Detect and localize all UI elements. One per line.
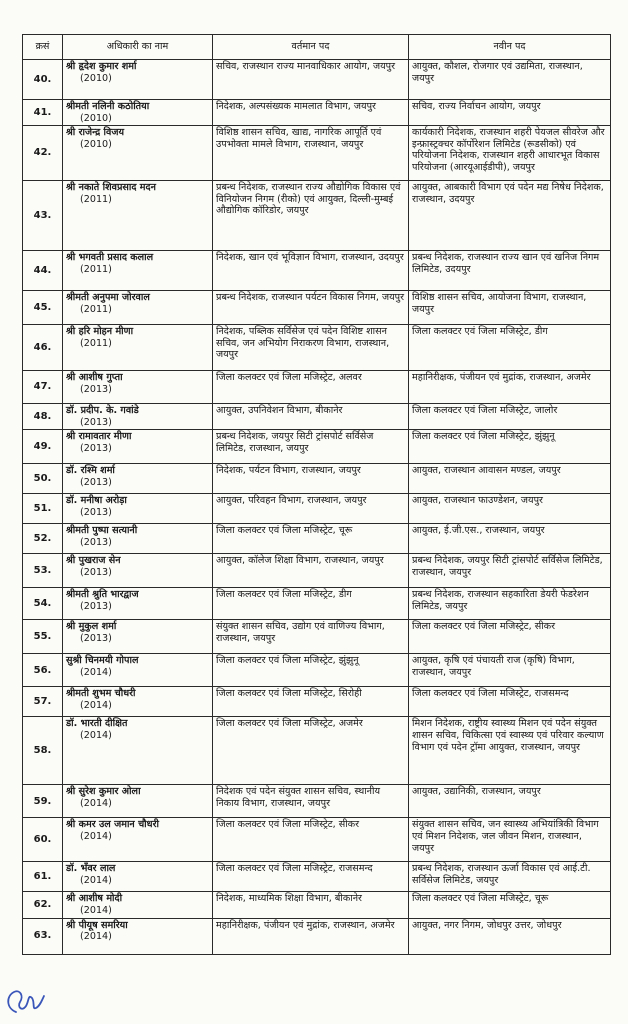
new-post: विशिष्ठ शासन सचिव, आयोजना विभाग, राजस्थान, जयपुर (409, 291, 611, 325)
officer-cell (63, 620, 213, 654)
officer-cell (63, 588, 213, 620)
table-row (23, 892, 611, 918)
officer-cell (63, 291, 213, 325)
current-post: महानिरीक्षक, पंजीयन एवं मुद्रांक, राजस्थान, अजमेर (213, 918, 409, 954)
officer-cell (63, 464, 213, 494)
new-post: आयुक्त, उद्यानिकी, राजस्थान, जयपुर (409, 785, 611, 818)
officer-batch-year: (2013) (80, 536, 112, 548)
officer-batch-year: (2014) (80, 904, 112, 916)
officer-cell (63, 785, 213, 818)
current-post: जिला कलक्टर एवं जिला मजिस्ट्रेट, सिरोही (213, 687, 409, 717)
table-row (23, 588, 611, 620)
new-post: जिला कलक्टर एवं जिला मजिस्ट्रेट, डीग (409, 325, 611, 371)
officer-batch-year: (2014) (80, 699, 112, 711)
new-post: जिला कलक्टर एवं जिला मजिस्ट्रेट, सीकर (409, 620, 611, 654)
table-row (23, 251, 611, 291)
new-post: आयुक्त, ई.जी.एस., राजस्थान, जयपुर (409, 524, 611, 554)
new-post: प्रबन्ध निदेशक, जयपुर सिटी ट्रांसपोर्ट सर्विसेज लिमिटेड, राजस्थान, जयपुर (409, 554, 611, 588)
row-serial: 54. (23, 588, 63, 620)
current-post: निदेशक एवं पदेन संयुक्त शासन सचिव, स्थानीय निकाय विभाग, राजस्थान, जयपुर (213, 785, 409, 818)
current-post: संयुक्त शासन सचिव, उद्योग एवं वाणिज्य विभाग, राजस्थान, जयपुर (213, 620, 409, 654)
officer-batch-year: (2011) (80, 303, 112, 315)
new-post: आयुक्त, नगर निगम, जोधपुर उत्तर, जोधपुर (409, 918, 611, 954)
table-row (23, 404, 611, 430)
row-serial: 62. (23, 892, 63, 918)
table-row (23, 371, 611, 404)
officer-batch-year: (2013) (80, 476, 112, 488)
officer-batch-year: (2013) (80, 442, 112, 454)
officer-name: श्री पीयूष समरिया (66, 919, 128, 931)
table-row (23, 181, 611, 251)
current-post: निदेशक, पब्लिक सर्विसेज एवं पदेन विशिष्ट शासन सचिव, जन अभियोग निराकरण विभाग, राजस्थान, जयपुर (213, 325, 409, 371)
officer-batch-year: (2013) (80, 566, 112, 578)
officer-name: श्री हरि मोहन मीणा (66, 326, 134, 338)
new-post: आयुक्त, राजस्थान आवासन मण्डल, जयपुर (409, 464, 611, 494)
officer-cell (63, 892, 213, 918)
current-post: सचिव, राजस्थान राज्य मानवाधिकार आयोग, जयपुर (213, 60, 409, 100)
row-serial: 50. (23, 464, 63, 494)
officer-cell (63, 494, 213, 524)
officer-batch-year: (2010) (80, 72, 112, 84)
current-post: जिला कलक्टर एवं जिला मजिस्ट्रेट, अजमेर (213, 717, 409, 785)
table-row (23, 464, 611, 494)
new-post: आयुक्त, कृषि एवं पंचायती राज (कृषि) विभाग, राजस्थान, जयपुर (409, 654, 611, 687)
current-post: आयुक्त, परिवहन विभाग, राजस्थान, जयपुर (213, 494, 409, 524)
officer-batch-year: (2014) (80, 729, 112, 741)
new-post: प्रबन्ध निदेशक, राजस्थान ऊर्जा विकास एवं आई.टी. सर्विसेज लिमिटेड, जयपुर (409, 862, 611, 892)
row-serial: 49. (23, 430, 63, 464)
new-post: जिला कलक्टर एवं जिला मजिस्ट्रेट, राजसमन्द (409, 687, 611, 717)
officer-name: श्री आशीष मोदी (66, 893, 123, 905)
officer-name: डॉ. भँवर लाल (66, 863, 116, 875)
table-row (23, 60, 611, 100)
table-row (23, 524, 611, 554)
officer-name: श्रीमती नलिनी कठोतिया (66, 101, 150, 112)
row-serial: 60. (23, 818, 63, 862)
officer-batch-year: (2013) (80, 632, 112, 644)
officer-cell (63, 325, 213, 371)
row-serial: 46. (23, 325, 63, 371)
officer-cell (63, 687, 213, 717)
officer-name: श्री राजेन्द्र विजय (66, 127, 125, 139)
current-post: जिला कलक्टर एवं जिला मजिस्ट्रेट, राजसमन्द (213, 862, 409, 892)
new-post: जिला कलक्टर एवं जिला मजिस्ट्रेट, जालोर (409, 404, 611, 430)
table-row (23, 687, 611, 717)
header-officer-name: अधिकारी का नाम (63, 35, 213, 60)
officer-cell (63, 654, 213, 687)
row-serial: 61. (23, 862, 63, 892)
row-serial: 51. (23, 494, 63, 524)
officer-cell (63, 430, 213, 464)
new-post: प्रबन्ध निदेशक, राजस्थान राज्य खान एवं खनिज निगम लिमिटेड, उदयपुर (409, 251, 611, 291)
officer-name: श्री हृदेश कुमार शर्मा (66, 61, 137, 72)
current-post: प्रबन्ध निदेशक, जयपुर सिटी ट्रांसपोर्ट सर्विसेज लिमिटेड, राजस्थान, जयपुर (213, 430, 409, 464)
officer-cell (63, 524, 213, 554)
transfer-list-document (22, 34, 610, 955)
officer-name: डॉ. मनीषा अरोड़ा (66, 495, 127, 507)
table-row (23, 325, 611, 371)
officer-name: श्री नकाते शिवप्रसाद मदन (66, 182, 156, 194)
officer-cell (63, 60, 213, 100)
officer-batch-year: (2013) (80, 600, 112, 612)
header-serial: क्रसं (23, 35, 63, 60)
officer-batch-year: (2010) (80, 112, 112, 124)
current-post: निदेशक, पर्यटन विभाग, राजस्थान, जयपुर (213, 464, 409, 494)
table-row (23, 100, 611, 126)
officer-name: श्रीमती पुष्पा सत्यानी (66, 525, 138, 537)
row-serial: 55. (23, 620, 63, 654)
officer-batch-year: (2013) (80, 506, 112, 518)
officer-cell (63, 862, 213, 892)
row-serial: 56. (23, 654, 63, 687)
officer-name: श्री रामावतार मीणा (66, 431, 132, 443)
officer-cell (63, 100, 213, 126)
table-row (23, 620, 611, 654)
officer-cell (63, 918, 213, 954)
officer-name: श्री कमर उल जमान चौधरी (66, 819, 159, 831)
row-serial: 44. (23, 251, 63, 291)
row-serial: 48. (23, 404, 63, 430)
row-serial: 53. (23, 554, 63, 588)
new-post: प्रबन्ध निदेशक, राजस्थान सहकारिता डेयरी फेडरेशन लिमिटेड, जयपुर (409, 588, 611, 620)
officer-name: श्रीमती अनुपमा जोरवाल (66, 292, 150, 304)
new-post: आयुक्त, आबकारी विभाग एवं पदेन मद्य निषेध निदेशक, राजस्थान, उदयपुर (409, 181, 611, 251)
table-row (23, 494, 611, 524)
row-serial: 41. (23, 100, 63, 126)
table-header-row (23, 35, 611, 60)
table-body (23, 60, 611, 955)
current-post: निदेशक, अल्पसंख्यक मामलात विभाग, जयपुर (213, 100, 409, 126)
table-row (23, 654, 611, 687)
new-post: कार्यकारी निदेशक, राजस्थान शहरी पेयजल सीवरेज और इन्फ्रास्ट्रक्चर कॉर्पोरेशन लिमिटेड (रूडसीको) एवं परियोजना निदेशक, राजस्थान शहरी आधारभूत विकास परियोजना (आरयूआईडीपी), जयपुर (409, 126, 611, 181)
officer-name: श्रीमती शुभम चौधरी (66, 688, 136, 700)
officer-batch-year: (2014) (80, 830, 112, 842)
new-post: महानिरीक्षक, पंजीयन एवं मुद्रांक, राजस्थान, अजमेर (409, 371, 611, 404)
current-post: निदेशक, माध्यमिक शिक्षा विभाग, बीकानेर (213, 892, 409, 918)
officer-cell (63, 818, 213, 862)
officer-name: श्री आशीष गुप्ता (66, 372, 123, 384)
current-post: आयुक्त, उपनिवेशन विभाग, बीकानेर (213, 404, 409, 430)
officer-cell (63, 404, 213, 430)
officer-name: डॉ. प्रदीप. के. गवांडे (66, 405, 139, 417)
current-post: जिला कलक्टर एवं जिला मजिस्ट्रेट, झुंझुनू (213, 654, 409, 687)
table-row (23, 717, 611, 785)
current-post: प्रबन्ध निदेशक, राजस्थान पर्यटन विकास निगम, जयपुर (213, 291, 409, 325)
signature-mark (2, 982, 48, 1020)
officer-name: डॉ. रश्मि शर्मा (66, 465, 115, 477)
new-post: संयुक्त शासन सचिव, जन स्वास्थ्य अभियांत्रिकी विभाग एवं मिशन निदेशक, जल जीवन मिशन, राजस्थान, जयपुर (409, 818, 611, 862)
officer-batch-year: (2013) (80, 416, 112, 428)
row-serial: 42. (23, 126, 63, 181)
officer-cell (63, 554, 213, 588)
current-post: प्रबन्ध निदेशक, राजस्थान राज्य औद्योगिक विकास एवं विनियोजन निगम (रीको) एवं आयुक्त, दिल्ली-मुम्बई औद्योगिक कॉरिडोर, जयपुर (213, 181, 409, 251)
officer-batch-year: (2013) (80, 383, 112, 395)
officer-cell (63, 251, 213, 291)
table-row (23, 918, 611, 954)
officer-cell (63, 181, 213, 251)
officer-name: श्री भगवती प्रसाद कलाल (66, 252, 154, 264)
officer-batch-year: (2011) (80, 337, 112, 349)
officer-name: डॉ. भारती दीक्षित (66, 718, 128, 730)
table-row (23, 785, 611, 818)
table-row (23, 862, 611, 892)
officer-name: सुश्री चिनमयी गोपाल (66, 655, 139, 667)
header-current-post: वर्तमान पद (213, 35, 409, 60)
officer-batch-year: (2011) (80, 193, 112, 205)
table-row (23, 291, 611, 325)
new-post: मिशन निदेशक, राष्ट्रीय स्वास्थ्य मिशन एवं पदेन संयुक्त शासन सचिव, चिकित्सा एवं स्वास्थ्य एवं परिवार कल्याण विभाग एवं पदेन ट्रॉमा आयुक्त, राजस्थान, जयपुर (409, 717, 611, 785)
officer-name: श्री मुकुल शर्मा (66, 621, 117, 633)
table-row (23, 430, 611, 464)
table-row (23, 818, 611, 862)
table-row (23, 554, 611, 588)
row-serial: 43. (23, 181, 63, 251)
row-serial: 63. (23, 918, 63, 954)
row-serial: 45. (23, 291, 63, 325)
row-serial: 59. (23, 785, 63, 818)
table-row (23, 126, 611, 181)
officer-cell (63, 717, 213, 785)
current-post: जिला कलक्टर एवं जिला मजिस्ट्रेट, डीग (213, 588, 409, 620)
officer-cell (63, 126, 213, 181)
new-post: जिला कलक्टर एवं जिला मजिस्ट्रेट, चूरू (409, 892, 611, 918)
current-post: विशिष्ठ शासन सचिव, खाद्य, नागरिक आपूर्ति एवं उपभोक्ता मामले विभाग, राजस्थान, जयपुर (213, 126, 409, 181)
row-serial: 57. (23, 687, 63, 717)
officer-batch-year: (2014) (80, 797, 112, 809)
current-post: जिला कलक्टर एवं जिला मजिस्ट्रेट, अलवर (213, 371, 409, 404)
new-post: आयुक्त, राजस्थान फाउण्डेशन, जयपुर (409, 494, 611, 524)
officer-name: श्रीमती श्रुति भारद्वाज (66, 589, 139, 601)
current-post: जिला कलक्टर एवं जिला मजिस्ट्रेट, चूरू (213, 524, 409, 554)
officer-name: श्री पुखराज सेन (66, 555, 121, 567)
new-post: आयुक्त, कौशल, रोजगार एवं उद्यमिता, राजस्थान, जयपुर (409, 60, 611, 100)
officer-batch-year: (2011) (80, 263, 112, 275)
new-post: सचिव, राज्य निर्वाचन आयोग, जयपुर (409, 100, 611, 126)
officer-batch-year: (2014) (80, 931, 112, 943)
row-serial: 47. (23, 371, 63, 404)
officer-batch-year: (2010) (80, 138, 112, 150)
new-post: जिला कलक्टर एवं जिला मजिस्ट्रेट, झुंझुनू (409, 430, 611, 464)
row-serial: 58. (23, 717, 63, 785)
current-post: निदेशक, खान एवं भूविज्ञान विभाग, राजस्थान, उदयपुर (213, 251, 409, 291)
current-post: जिला कलक्टर एवं जिला मजिस्ट्रेट, सीकर (213, 818, 409, 862)
header-new-post: नवीन पद (409, 35, 611, 60)
row-serial: 40. (23, 60, 63, 100)
row-serial: 52. (23, 524, 63, 554)
transfer-table (22, 34, 611, 955)
officer-name: श्री सुरेश कुमार ओला (66, 786, 141, 798)
current-post: आयुक्त, कॉलेज शिक्षा विभाग, राजस्थान, जयपुर (213, 554, 409, 588)
officer-cell (63, 371, 213, 404)
officer-batch-year: (2014) (80, 666, 112, 678)
officer-batch-year: (2014) (80, 874, 112, 886)
